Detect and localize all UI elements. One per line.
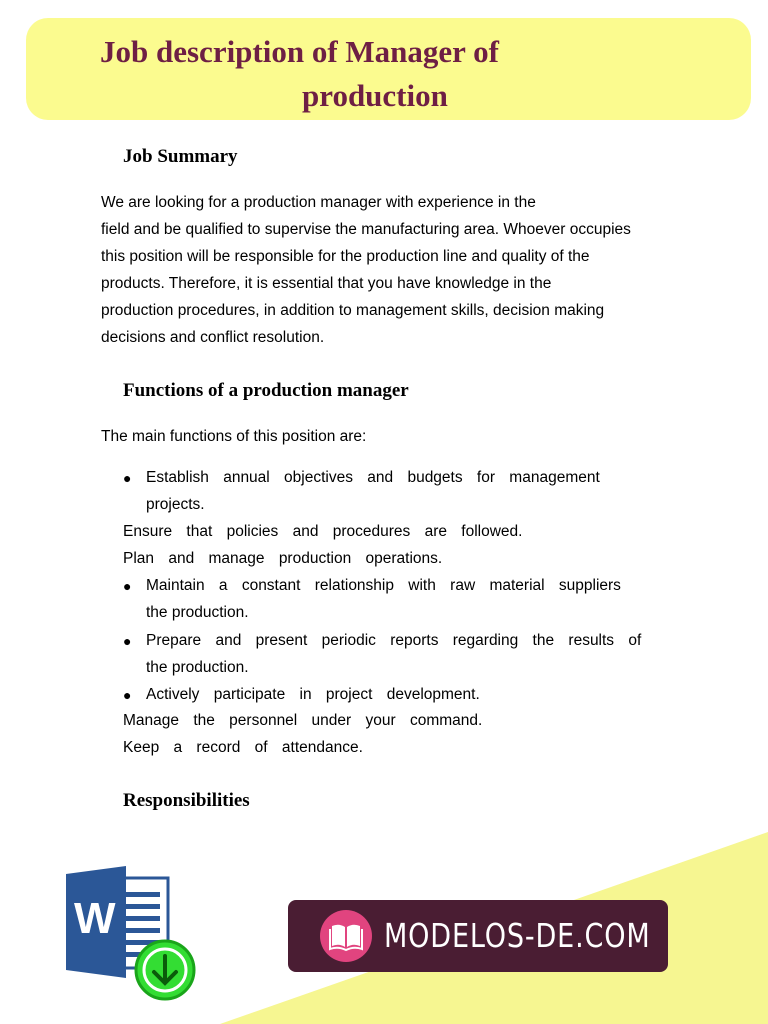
list-item: Maintain a constant relationship with raw material suppliers <box>146 577 621 594</box>
list-item-continuation: the production. <box>146 604 249 621</box>
list-item: Establish annual objectives and budgets for management <box>146 469 600 486</box>
bullet-icon: ● <box>123 687 132 703</box>
summary-line: production procedures, in addition to management skills, decision making <box>101 302 605 319</box>
bullet-icon: ● <box>123 633 132 649</box>
word-letter: W <box>74 894 116 943</box>
list-item-continuation: the production. <box>146 659 249 676</box>
summary-line: We are looking for a production manager with experience in the <box>101 194 536 211</box>
list-item-continuation: projects. <box>146 496 205 513</box>
list-item: Manage the personnel under your command. <box>123 712 483 729</box>
job-summary-heading: Job Summary <box>123 146 238 167</box>
list-item: Prepare and present periodic reports regarding the results of <box>146 632 642 649</box>
bullet-icon: ● <box>123 578 132 594</box>
summary-line: products. Therefore, it is essential that you have knowledge in the <box>101 275 552 292</box>
brand-text: MODELOS-DE.COM <box>384 916 651 955</box>
brand-banner[interactable] <box>288 900 668 972</box>
list-item: Keep a record of attendance. <box>123 739 363 756</box>
book-icon <box>320 910 372 962</box>
list-item: Actively participate in project development. <box>146 686 480 703</box>
bullet-icon: ● <box>123 470 132 486</box>
page-title-line1: Job description of Manager of <box>100 34 499 69</box>
page-title-line2: production <box>302 78 448 113</box>
summary-line: decisions and conflict resolution. <box>101 329 325 346</box>
functions-intro: The main functions of this position are: <box>101 428 367 445</box>
summary-line: field and be qualified to supervise the manufacturing area. Whoever occupies <box>101 221 631 238</box>
responsibilities-heading: Responsibilities <box>123 790 250 811</box>
functions-heading: Functions of a production manager <box>123 380 409 401</box>
summary-line: this position will be responsible for the production line and quality of the <box>101 248 590 265</box>
list-item: Plan and manage production operations. <box>123 550 443 567</box>
list-item: Ensure that policies and procedures are followed. <box>123 523 523 540</box>
